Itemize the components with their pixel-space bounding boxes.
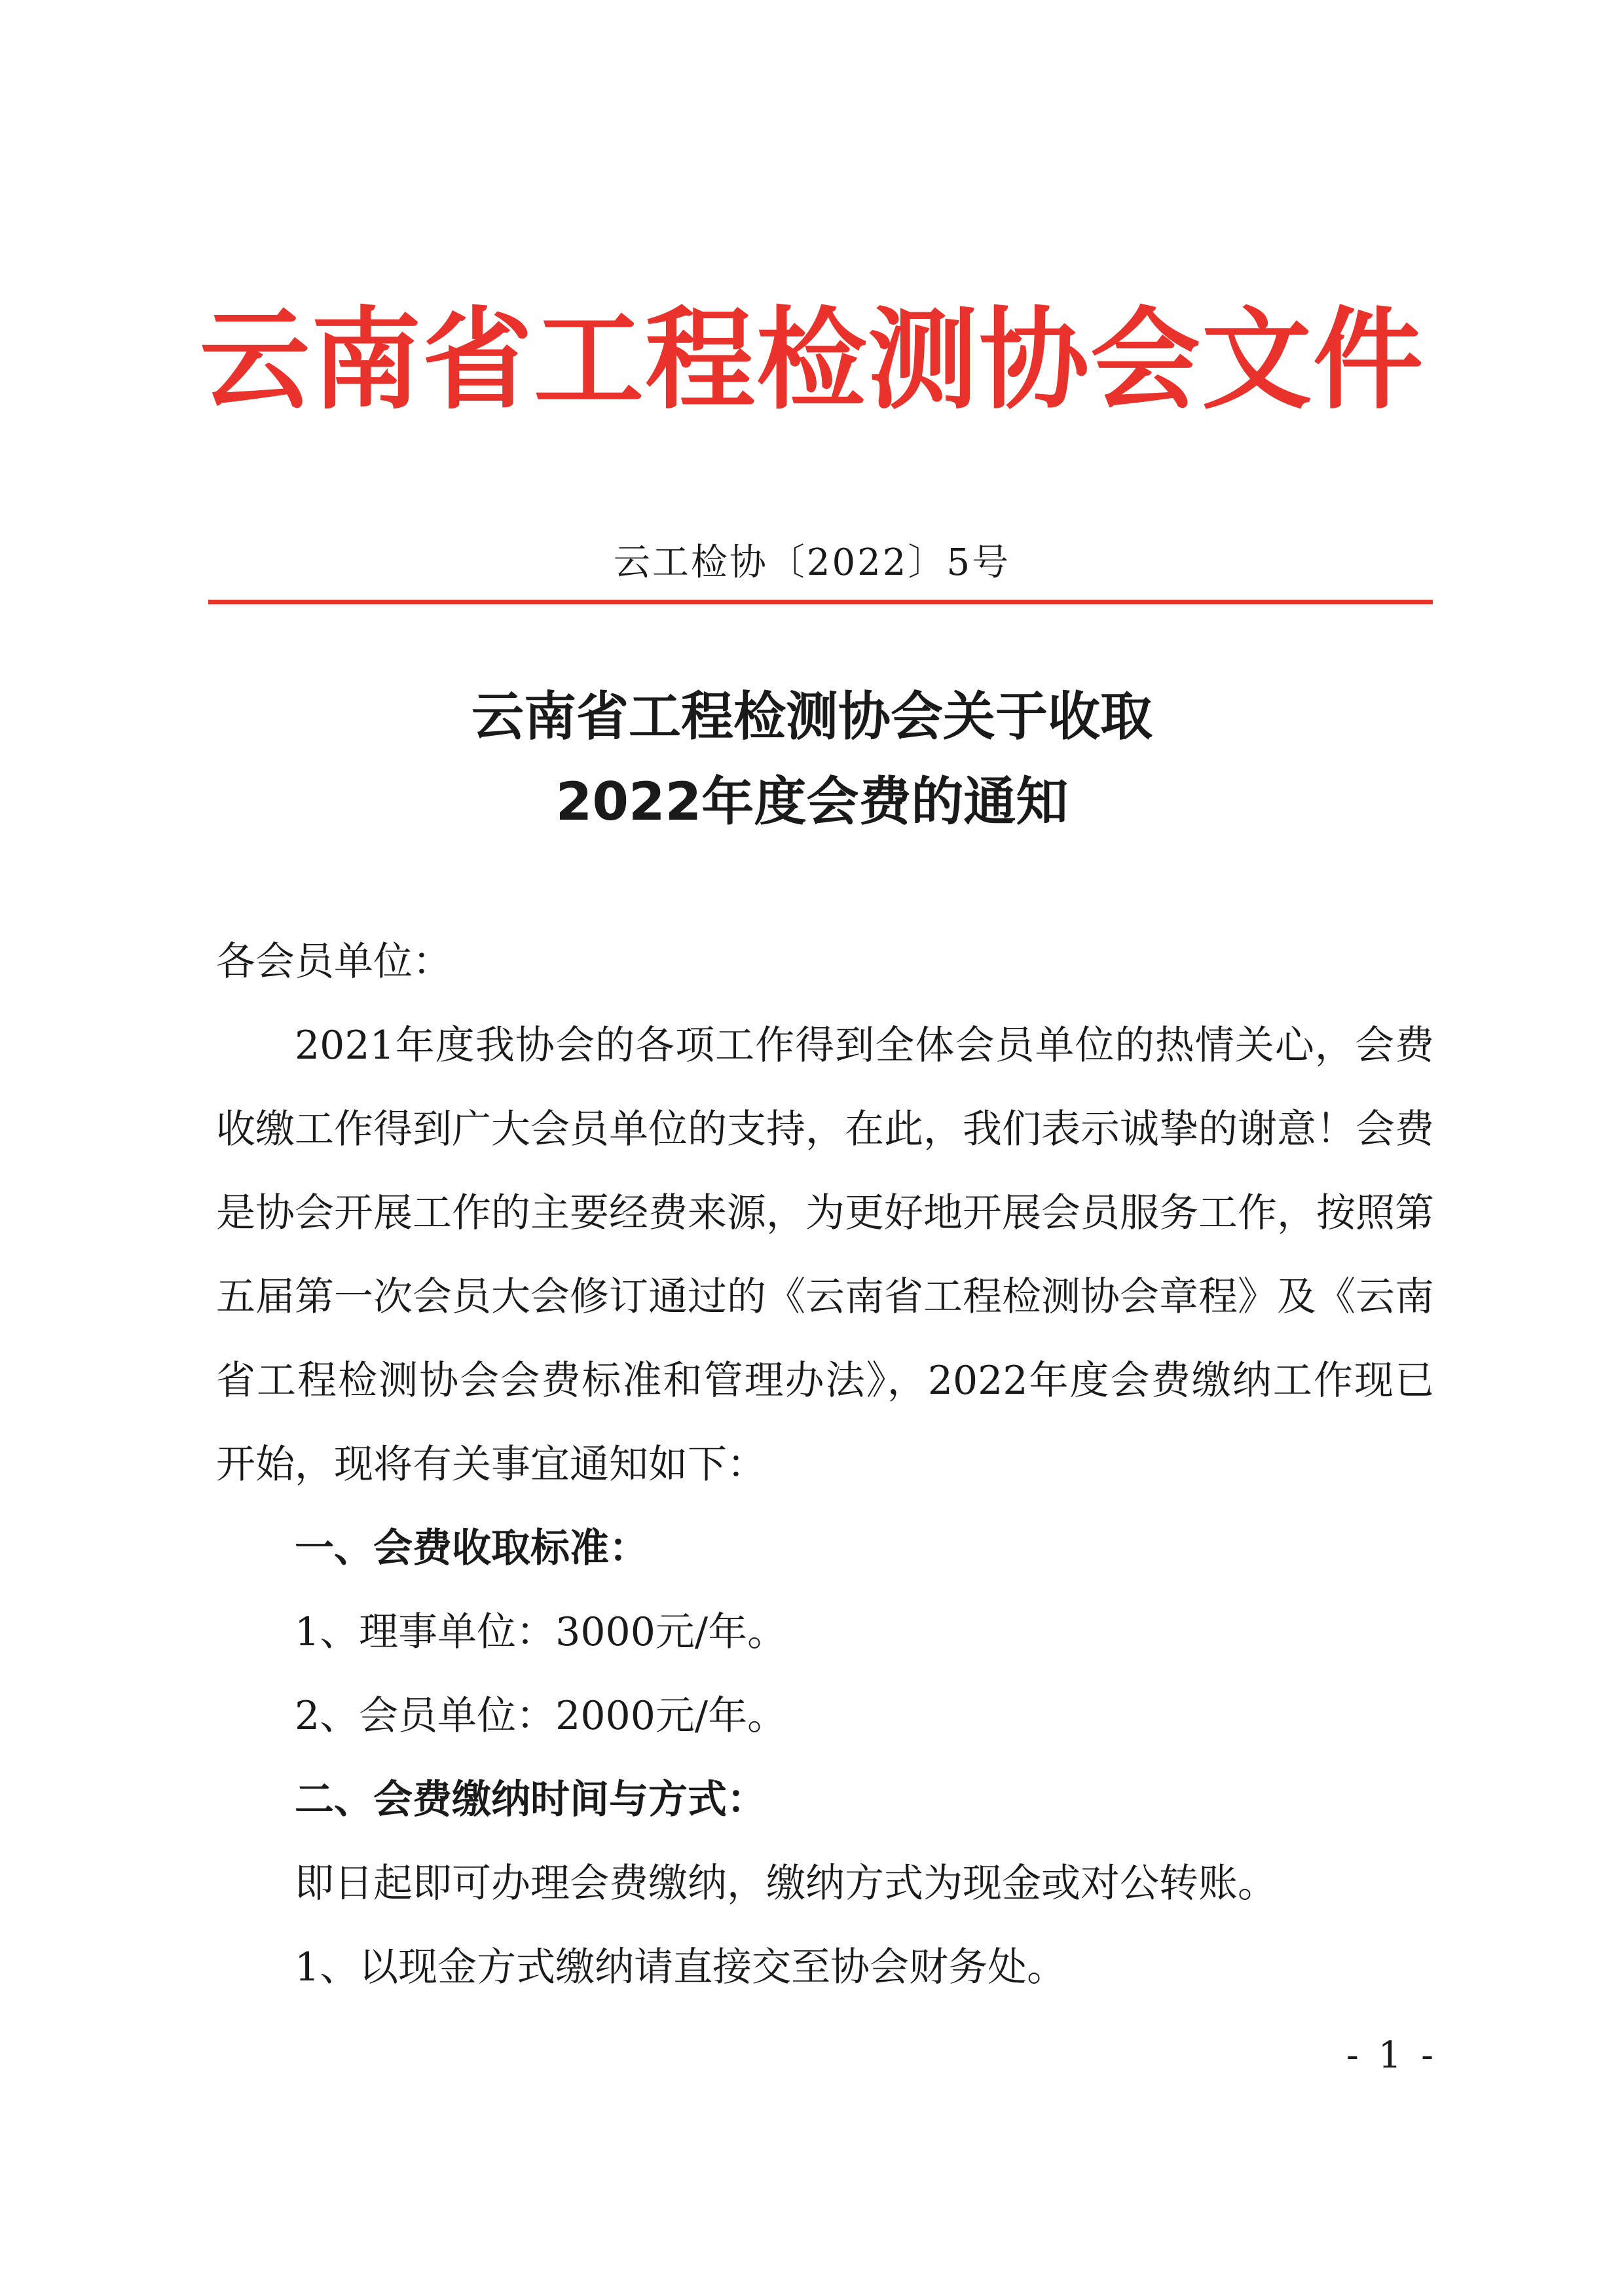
section-1-heading: 一、会费收取标准： [295, 1525, 648, 1571]
payment-method-line: 即日起即可办理会费缴纳，缴纳方式为现金或对公转账。 [295, 1861, 1277, 1906]
page-number: - 1 - [1346, 2034, 1437, 2077]
section-2-heading: 二、会费缴纳时间与方式： [295, 1777, 766, 1823]
notice-title [0, 674, 1624, 845]
document-masthead: 云南省工程检测协会文件 [200, 296, 1424, 424]
fee-item-member: 2、会员单位：2000元/年。 [295, 1693, 787, 1739]
notice-title-line-1: 云南省工程检测协会关于收取 [471, 686, 1153, 747]
red-divider-line [208, 600, 1433, 604]
notice-body [216, 920, 1434, 2009]
cash-payment-line: 1、以现金方式缴纳请直接交至协会财务处。 [295, 1944, 1067, 1990]
notice-title-line-2: 2022年度会费的通知 [555, 771, 1069, 832]
fee-item-council-member: 1、理事单位：3000元/年。 [295, 1609, 787, 1655]
salutation: 各会员单位： [216, 939, 452, 985]
document-number: 云工检协〔2022〕5号 [613, 541, 1011, 584]
intro-paragraph: 2021年度我协会的各项工作得到全体会员单位的热情关心，会费收缴工作得到广大会员单位的支持，在此，我们表示诚挚的谢意！会费是协会开展工作的主要经费来源，为更好地开展会员服务工作，按照第五届第一次会员大会修订通过的《云南省工程检测协会章程》及《云南省工程检测协会会费标准和管理办法》，2022年度会费缴纳工作现已开始，现将有关事宜通知如下： [216, 1023, 1434, 1487]
